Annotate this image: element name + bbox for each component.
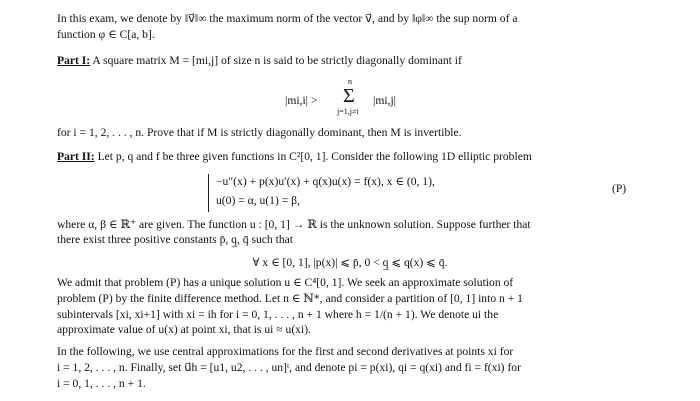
part2-line-3: there exist three positive constants p̄, q̲, q̄ such that — [57, 233, 294, 246]
system-brace — [208, 174, 209, 212]
part2-line-9: i = 1, 2, . . . , n. Finally, set u⃗h = [u1, u2, . . . , un]ᵗ, and denote pi = p(xi), qi = q(xi) and fi = f(xi) for — [57, 361, 521, 374]
diagonal-dominance-formula — [285, 77, 445, 124]
part2-line-1 — [57, 150, 532, 164]
sum-upper-limit: n — [348, 77, 352, 86]
sum-symbol: Σ — [343, 85, 355, 107]
part1-line-2: for i = 1, 2, . . . , n. Prove that if M is strictly diagonally dominant, then M is invertible. — [57, 126, 462, 139]
equation-1: −u″(x) + p(x)u′(x) + q(x)u(x) = f(x), x ∈ (0, 1), — [216, 175, 435, 188]
part1-title: Part I: — [57, 54, 91, 67]
part1-text: A square matrix M = [mi,j] of size n is said to be strictly diagonally dominant if — [90, 54, 462, 67]
part2-text: Let p, q and f be three given functions in C²[0, 1]. Consider the following 1D elliptic problem — [94, 150, 532, 163]
part2-line-2: where α, β ∈ ℝ⁺ are given. The function u : [0, 1] → ℝ is the unknown solution. Suppose further that — [57, 218, 531, 231]
part2-line-6: subintervals [xi, xi+1] with xi = ih for i = 0, 1, . . . , n + 1 where h = 1/(n + 1). We denote ui the — [57, 308, 499, 321]
intro-line-1: In this exam, we denote by ‖v⃗‖∞ the maximum norm of the vector v⃗, and by ‖φ‖∞ the sup norm of a — [57, 12, 518, 25]
intro-line-2: function φ ∈ C[a, b]. — [57, 28, 155, 41]
part2-title: Part II: — [57, 150, 95, 163]
part2-line-8: In the following, we use central approximations for the first and second derivatives at points xi for — [57, 345, 514, 358]
sum-lower-limit: j=1,j≠i — [337, 107, 359, 116]
equation-2: u(0) = α, u(1) = β, — [216, 194, 300, 207]
part2-line-5: problem (P) by the finite difference method. Let n ∈ ℕ*, and consider a partition of [0, 1] into n + 1 — [57, 292, 523, 305]
bounds-formula: ∀ x ∈ [0, 1], |p(x)| ⩽ p̄, 0 < q̲ ⩽ q(x) ⩽ q̄. — [252, 256, 448, 269]
part1-line-1 — [57, 54, 462, 68]
formula-rhs: |mi,j| — [373, 94, 397, 107]
part2-line-4: We admit that problem (P) has a unique solution u ∈ C⁴[0, 1]. We seek an approximate solution of — [57, 276, 514, 289]
part2-line-7: approximate value of u(x) at point xi, that is ui ≈ u(xi). — [57, 323, 311, 336]
part2-line-10: i = 0, 1, . . . , n + 1. — [57, 377, 146, 390]
problem-tag: (P) — [612, 182, 627, 195]
formula-lhs: |mi,i| > — [285, 94, 318, 107]
